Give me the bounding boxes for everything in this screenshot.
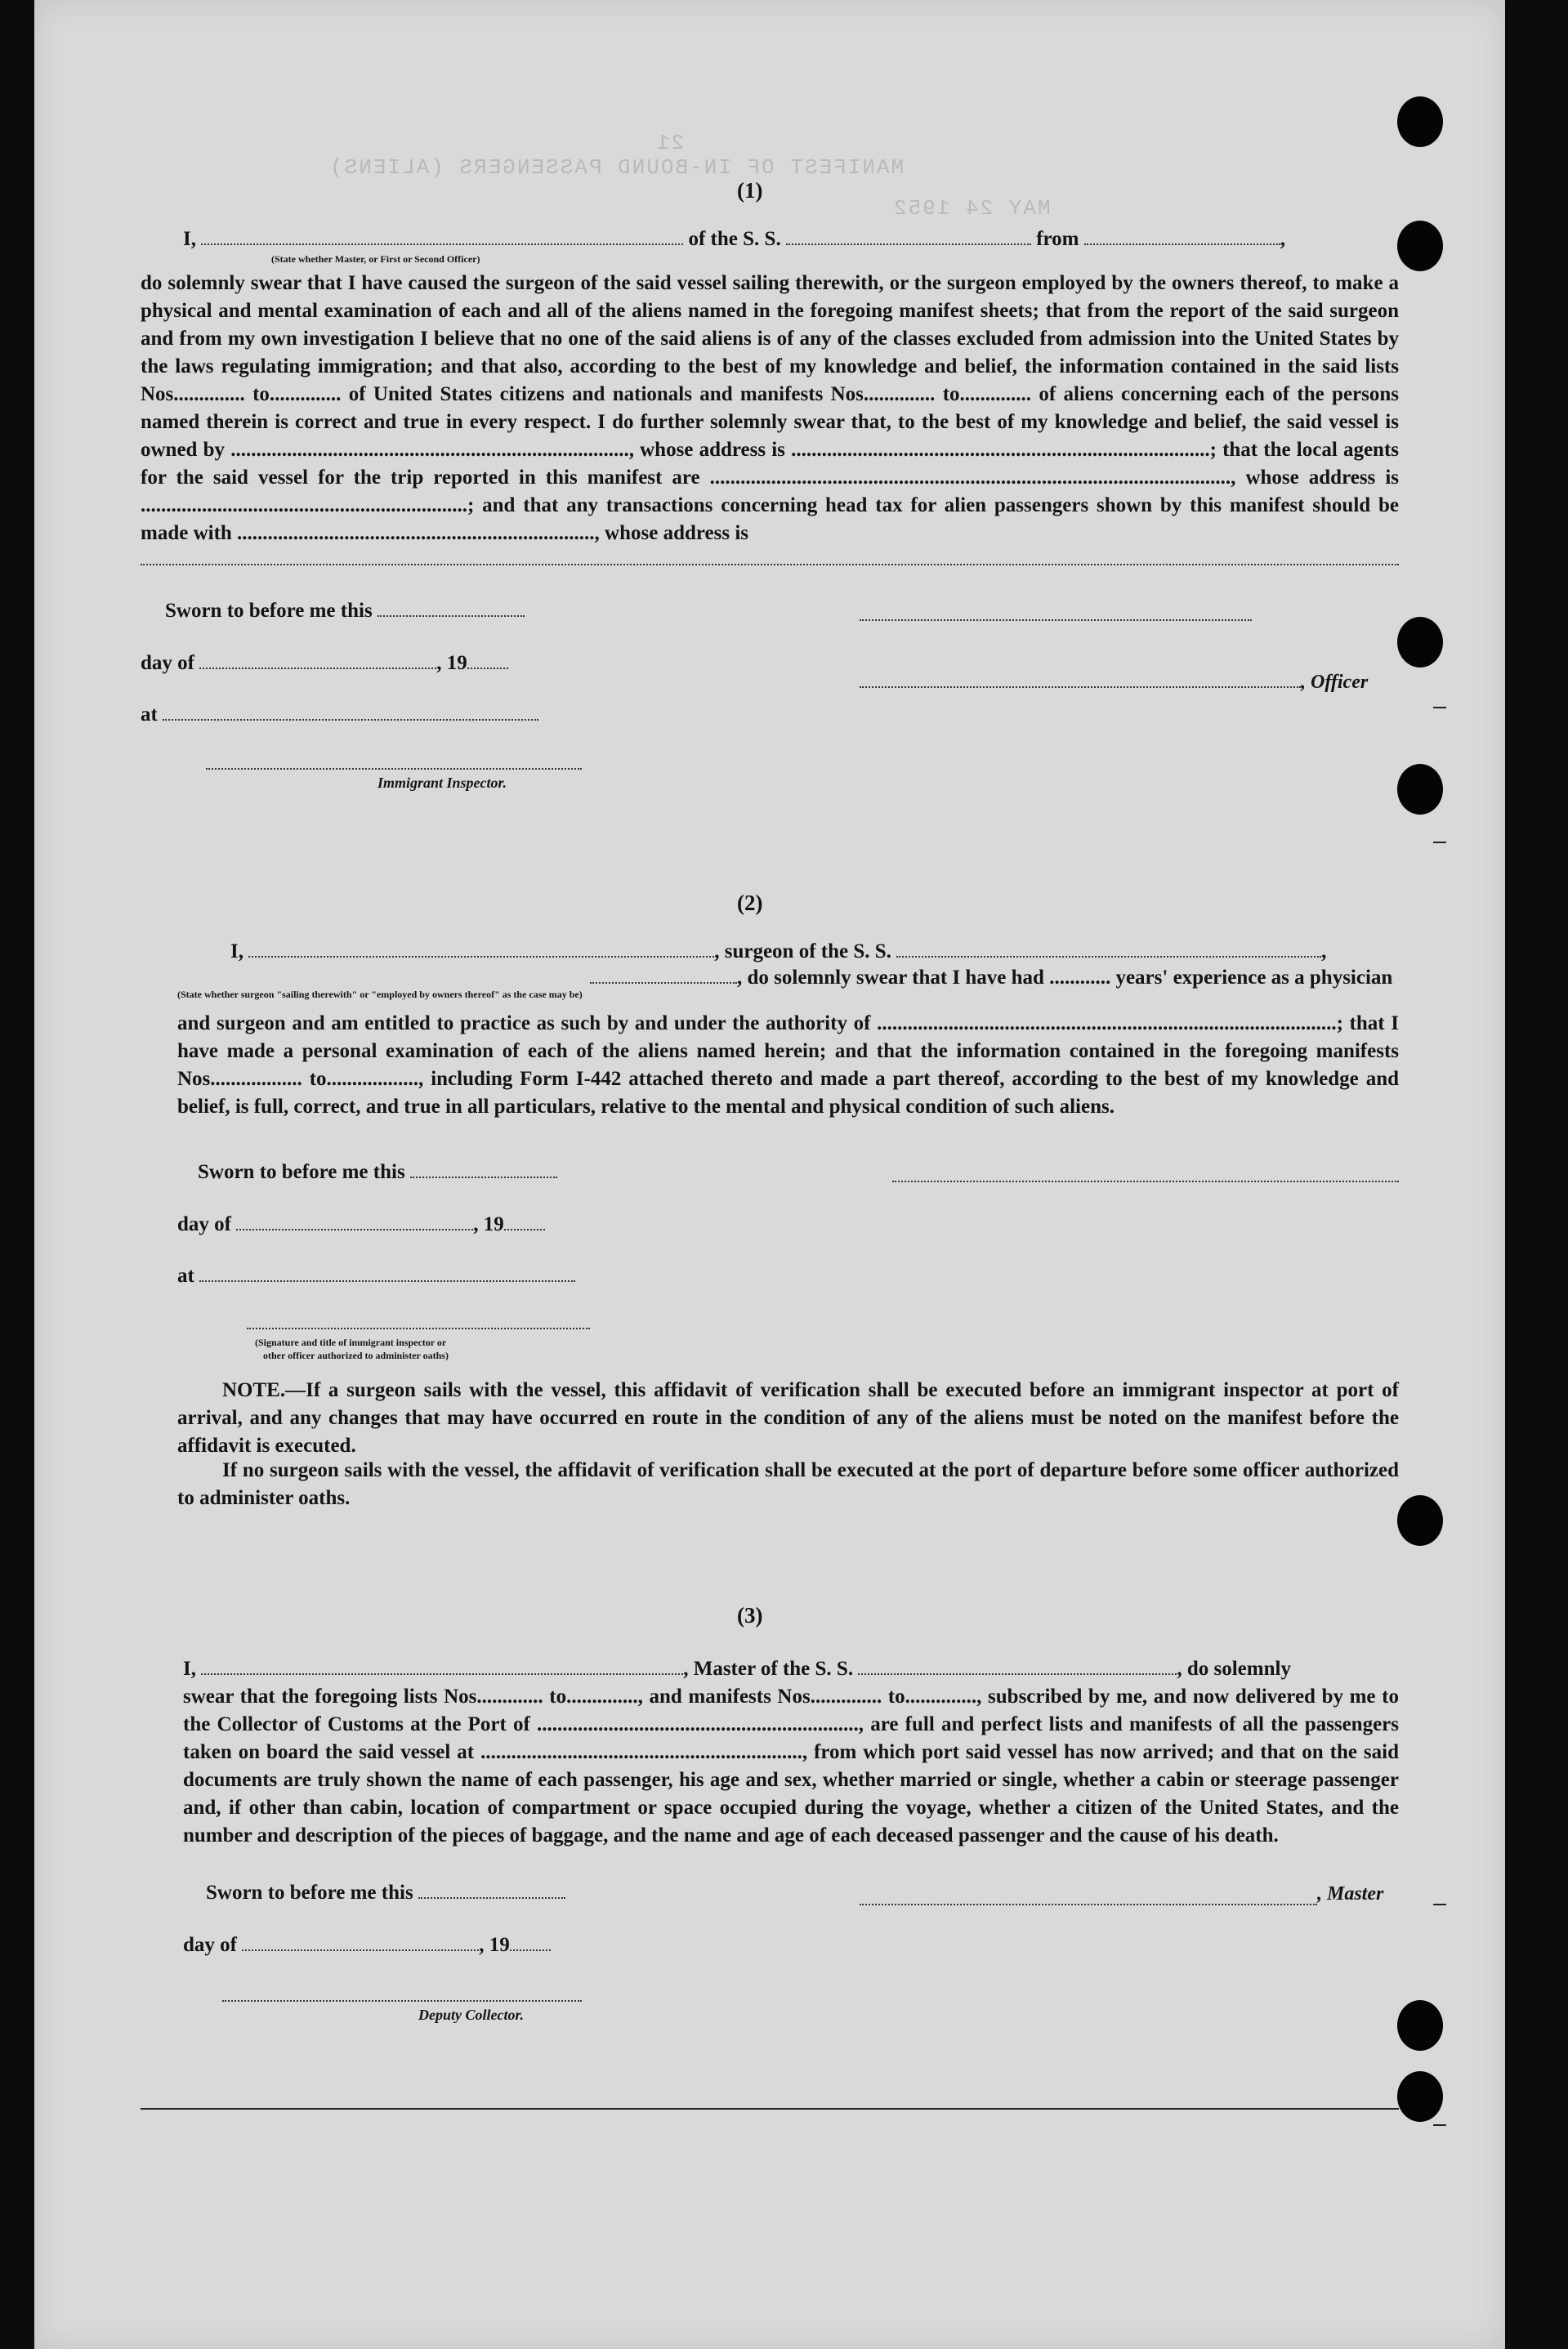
punch-hole	[1397, 617, 1443, 668]
section-2-opening-line: I, , surgeon of the S. S. ,	[230, 940, 1327, 962]
section-1-at-label: at	[141, 703, 158, 726]
section-1-officer-signature-line	[860, 619, 1252, 621]
bleed-through-header: MANIFEST OF IN-BOUND PASSENGERS (ALIENS)	[328, 155, 905, 180]
section-1-of-the-ss: of the S. S.	[688, 228, 781, 250]
section-3-master-of: , Master of the S. S.	[683, 1658, 854, 1680]
punch-hole	[1397, 764, 1443, 815]
section-3-deputy-caption: Deputy Collector.	[418, 2007, 524, 2023]
section-1-number: (1)	[737, 178, 763, 203]
section-3-sworn-label: Sworn to before me this	[206, 1882, 413, 1904]
punch-hole	[1397, 2071, 1443, 2122]
section-3-number: (3)	[737, 1603, 763, 1628]
section-1-i: I,	[183, 228, 196, 250]
section-3-day-of: day of , 19	[183, 1933, 551, 1957]
bleed-through-page-number: 21	[655, 131, 685, 155]
section-2-i: I,	[230, 940, 243, 962]
section-1-opening-line: I, of the S. S. from ,	[183, 228, 1285, 250]
section-3-master-signature-line	[860, 1904, 1317, 1905]
punch-hole	[1397, 96, 1443, 147]
section-2-surgeon-signature-line	[892, 1181, 1399, 1182]
section-2-at-label: at	[177, 1265, 194, 1287]
section-2-body: and surgeon and am entitled to practice as such by and under the authority of ..........................................................................................; that I have made a personal examination of each of the aliens named herein; and that the information contained in the foregoing manifests Nos.................. to.................., including Form I-442 attached thereto and made a part thereof, according to the best of my knowledge and belief, is full, correct, and true in all particulars, relative to the mental and physical condition of such aliens.	[177, 1012, 1399, 1118]
section-3-master-caption: , Master	[1317, 1883, 1384, 1905]
section-2-signature-note-2: other officer authorized to administer oaths)	[263, 1350, 449, 1361]
section-2-surgeon-note: (State whether surgeon "sailing therewith" or "employed by owners thereof" as the case may be)	[177, 989, 583, 1000]
section-2-at	[177, 1264, 575, 1288]
section-2-inspector-signature-line	[247, 1328, 590, 1329]
section-1-at	[141, 703, 538, 726]
section-1-day-of: day of , 19	[141, 651, 508, 675]
section-3-deputy-signature-line	[222, 2000, 582, 2002]
section-1-from: from	[1036, 228, 1079, 250]
section-2-day-of-label: day of	[177, 1213, 231, 1235]
section-2-surgeon-ss: , surgeon of the S. S.	[714, 940, 891, 962]
section-3-i: I,	[183, 1658, 196, 1680]
section-2-note-no-surgeon: If no surgeon sails with the vessel, the affidavit of verification shall be executed at the port of departure before some officer authorized to administer oaths.	[177, 1459, 1399, 1509]
punch-hole	[1397, 221, 1443, 271]
section-1-inspector-signature-line	[206, 768, 582, 770]
punch-hole	[1397, 2000, 1443, 2051]
section-1-sworn	[165, 599, 525, 623]
section-3-body: swear that the foregoing lists Nos............. to.............., and manifests Nos.............. to.............., subscribed by me, and now delivered by me to the Collector of Customs at the Port of ..............................................................., are full and perfect lists and manifests of all the passengers taken on board the said vessel at ..............................................................., from which port said vessel has now arrived; and that on the said documents are truly shown the name of each passenger, his age and sex, whether married or single, whether a cabin or steerage passenger and, if other than cabin, location of compartment or space occupied during the voyage, whether a citizen of the United States, and the number and description of the pieces of baggage, and the name and age of each deceased passenger and the cause of his death.	[183, 1686, 1399, 1847]
section-3-sworn	[206, 1881, 565, 1905]
punch-hole	[1397, 1495, 1443, 1546]
section-3-day-of-label: day of	[183, 1934, 237, 1956]
section-1-nineteen: 19	[446, 652, 467, 674]
bleed-through-date: MAY 24 1952	[892, 196, 1051, 221]
section-1-master-note: (State whether Master, or First or Second Officer)	[271, 253, 480, 265]
section-1-sworn-label: Sworn to before me this	[165, 600, 373, 622]
margin-tick	[1433, 842, 1446, 843]
margin-tick	[1433, 2124, 1446, 2126]
section-3-do-solemnly: , do solemnly	[1177, 1658, 1291, 1680]
section-1-officer-caption: , Officer	[1301, 672, 1369, 693]
section-1-address-line	[141, 564, 1399, 565]
bottom-rule	[141, 2108, 1399, 2110]
section-2-note-surgeon-sails: NOTE.—If a surgeon sails with the vessel, this affidavit of verification shall be executed before an immigrant inspector at port of arrival, and any changes that may have occurred en route in the condition of any of the aliens must be noted on the manifest before the affidavit is executed.	[177, 1379, 1399, 1457]
section-2-sworn	[198, 1160, 557, 1184]
section-2-sworn-label: Sworn to before me this	[198, 1161, 405, 1183]
manifest-sheet	[34, 0, 1505, 2349]
section-3-opening-line	[183, 1657, 1291, 1681]
margin-tick	[1433, 1904, 1446, 1905]
section-2-nineteen: 19	[483, 1213, 504, 1235]
section-2-years-experience: do solemnly swear that I have had ............ years' experience as a physician	[747, 967, 1393, 989]
margin-tick	[1433, 707, 1446, 708]
section-2-second-line: , do solemnly swear that I have had ............ years' experience as a physician	[590, 966, 1392, 989]
section-2-number: (2)	[737, 891, 763, 915]
section-1-body: do solemnly swear that I have caused the surgeon of the said vessel sailing therewith, or the surgeon employed by the owners thereof, to make a physical and mental examination of each and all of the aliens named in the foregoing manifest sheets; that from the report of the said surgeon and from my own investigation I believe that no one of the said aliens is of any of the classes excluded from admission into the United States by the laws regulating immigration; and that also, according to the best of my knowledge and belief, the information contained in the said lists Nos.............. to.............. of United States citizens and nationals and manifests Nos.............. to.............. of aliens concerning each of the persons named therein is correct and true in every respect. I do further solemnly swear that, to the best of my knowledge and belief, the said vessel is owned by .............................................................................., whose address is ..................................................................................; that the local agents for the said vessel for the trip reported in this manifest are ......................................................................................................, whose address is ................................................................; and that any transactions concerning head tax for alien passengers shown by this manifest should be made with ......................................................................, whose address is	[141, 272, 1399, 544]
section-1-day-of-label: day of	[141, 652, 194, 674]
section-3-nineteen: 19	[489, 1934, 510, 1956]
section-2-day-of: day of , 19	[177, 1212, 545, 1236]
section-2-signature-note-1: (Signature and title of immigrant inspector or	[255, 1337, 447, 1348]
section-1-officer-line	[860, 686, 1301, 688]
section-1-inspector-caption: Immigrant Inspector.	[377, 775, 507, 791]
